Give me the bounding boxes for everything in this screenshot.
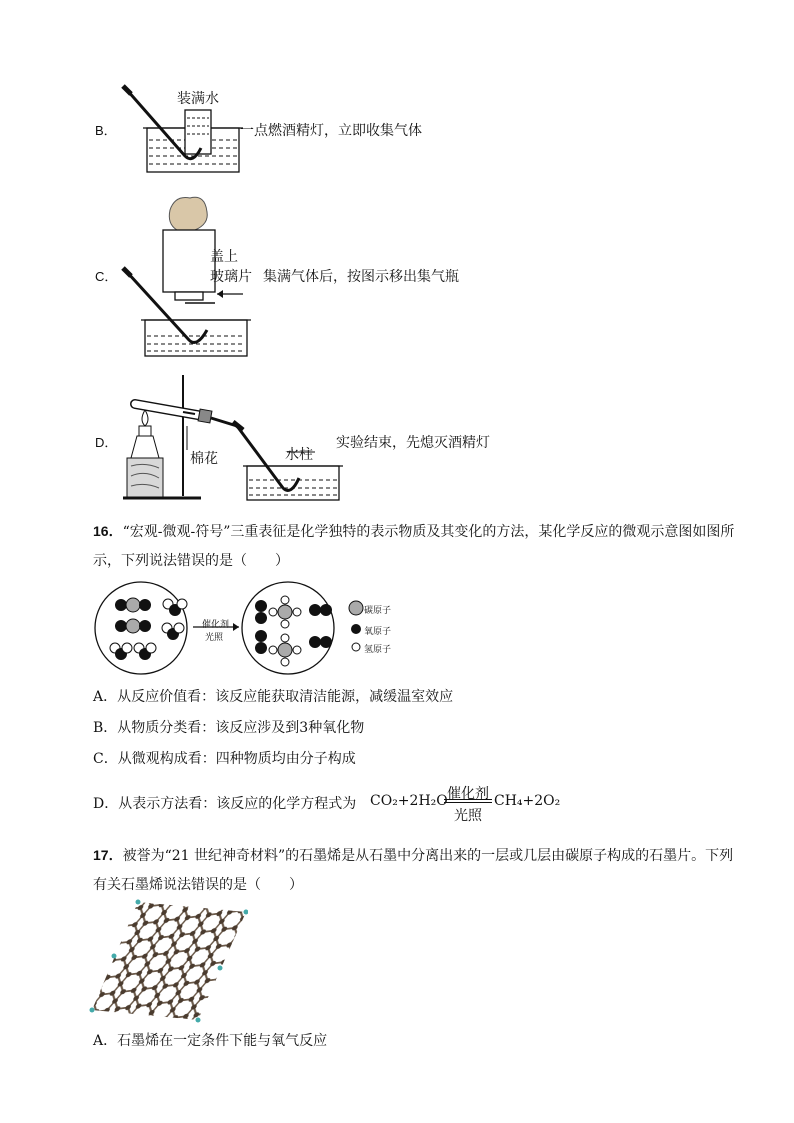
q17-option-a: A．石墨烯在一定条件下能与氧气反应 (93, 1033, 328, 1049)
option-d-label-water: 水柱 (285, 447, 313, 463)
option-d-letter: D． (95, 435, 118, 450)
option-b-letter: B． (95, 123, 117, 138)
q16-stem-text: “宏观-微观-符号”三重表征是化学独特的表示物质及其变化的方法，某化学反应的微观示意图如图所 (122, 524, 735, 540)
q16-arrow-light: 光照 (205, 633, 224, 643)
q17-stem-text: 被誉为“21 世纪神奇材料”的石墨烯是从石墨中分离出来的一层或几层由碳原子构成的石墨片。下列 (122, 848, 734, 864)
option-c-label-cover: 盖上 (210, 249, 238, 265)
legend-hydrogen: 氢原子 (364, 645, 392, 655)
option-d-diagram (115, 370, 345, 505)
equation-line-top (444, 799, 492, 800)
q16-option-b: B．从物质分类看：该反应涉及到3种氧化物 (93, 720, 365, 736)
q17-stem-line1 (93, 845, 733, 865)
q16-stem-line1 (93, 521, 734, 541)
option-d-label-cotton: 棉花 (190, 451, 218, 467)
q16-option-a: A．从反应价值看：该反应能获取清洁能源，减缓温室效应 (93, 689, 454, 705)
option-c-text: 集满气体后，按图示移出集气瓶 (263, 269, 459, 285)
q17-stem-line2: 有关石墨烯说法错误的是（ ） (93, 877, 303, 893)
equation-catalyst: 催化剂 (447, 786, 489, 802)
option-b-label: 装满水 (177, 91, 219, 107)
option-d-text: 实验结束，先熄灭酒精灯 (336, 435, 490, 451)
q16-option-d: D．从表示方法看：该反应的化学方程式为 (93, 796, 357, 812)
equation-left: CO₂+2H₂O (370, 793, 448, 809)
option-b-text: 一点燃酒精灯，立即收集气体 (240, 123, 422, 139)
legend-carbon: 碳原子 (364, 606, 392, 616)
graphene-image (88, 898, 248, 1023)
equation-line-bottom (444, 802, 492, 803)
q16-number: 16． (93, 523, 123, 539)
q16-option-c: C．从微观构成看：四种物质均由分子构成 (93, 751, 356, 767)
q16-arrow-catalyst: 催化剂 (202, 620, 230, 630)
q16-stem-line2: 示，下列说法错误的是（ ） (93, 553, 289, 569)
option-c-label-glass: 玻璃片 (210, 269, 252, 285)
equation-right: CH₄+2O₂ (494, 793, 561, 809)
option-c-letter: C． (95, 269, 118, 284)
equation-light: 光照 (454, 808, 482, 824)
legend-oxygen: 氧原子 (364, 627, 392, 637)
q17-number: 17． (93, 847, 123, 863)
